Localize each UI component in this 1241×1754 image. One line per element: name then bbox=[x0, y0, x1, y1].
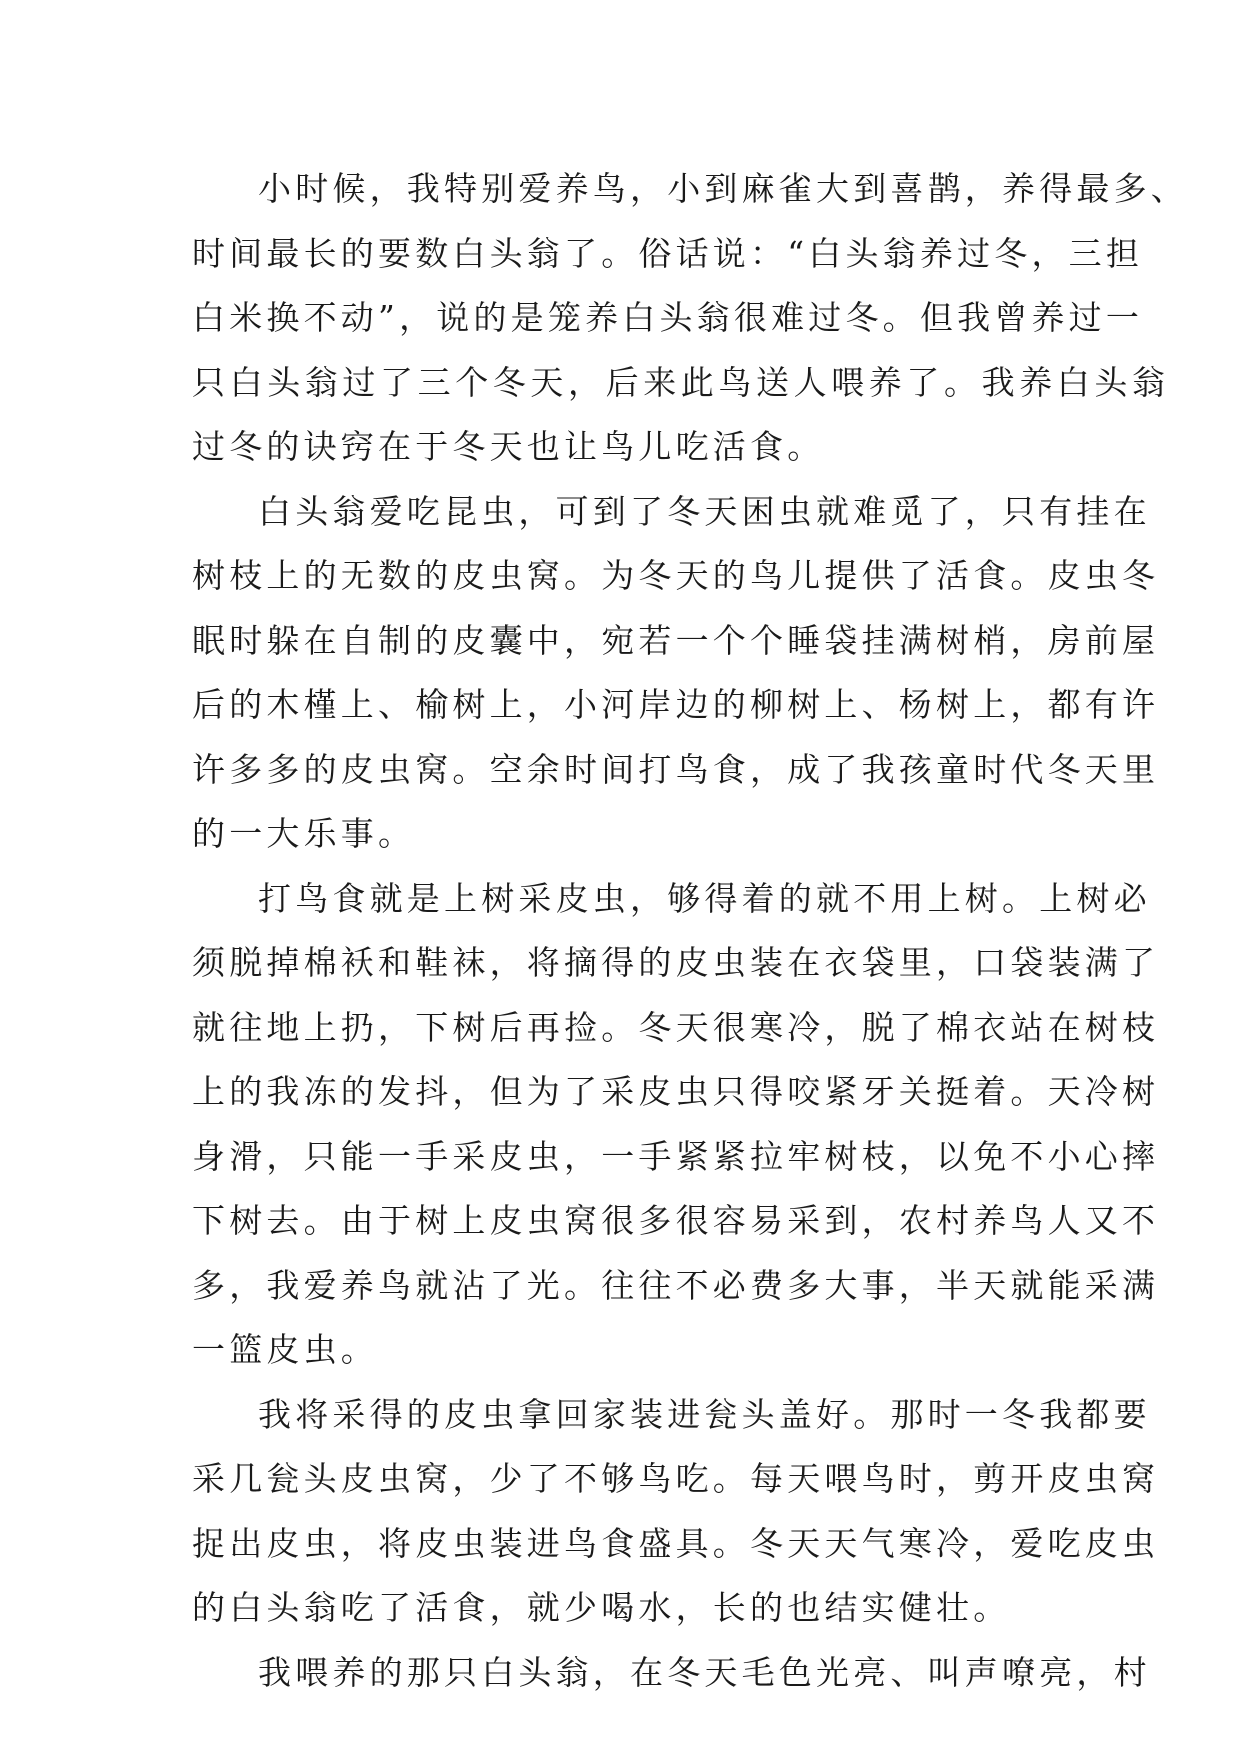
paragraph-3-line-2: 须脱掉棉袄和鞋袜，将摘得的皮虫装在衣袋里，口袋装满了 bbox=[192, 943, 1160, 982]
paragraph-3-line-4: 上的我冻的发抖，但为了采皮虫只得咬紧牙关挺着。天冷树 bbox=[192, 1072, 1160, 1111]
paragraph-4-line-3: 捉出皮虫，将皮虫装进鸟食盛具。冬天天气寒冷，爱吃皮虫 bbox=[192, 1523, 1160, 1563]
paragraph-3-line-5: 身滑，只能一手采皮虫，一手紧紧拉牢树枝，以免不小心摔 bbox=[192, 1136, 1160, 1176]
paragraph-3-line-7: 多，我爱养鸟就沾了光。往往不必费多大事，半天就能采满 bbox=[192, 1265, 1160, 1305]
paragraph-5-line-1: 我喂养的那只白头翁，在冬天毛色光亮、叫声嘹亮，村 bbox=[258, 1652, 1151, 1692]
paragraph-3-line-6: 下树去。由于树上皮虫窝很多很容易采到，农村养鸟人又不 bbox=[192, 1201, 1160, 1240]
paragraph-3-line-3: 就往地上扔，下树后再捡。冬天很寒冷，脱了棉衣站在树枝 bbox=[192, 1007, 1160, 1047]
paragraph-1-line-4: 只白头翁过了三个冬天，后来此鸟送人喂养了。我养白头翁 bbox=[192, 362, 1170, 402]
paragraph-2-line-5: 许多多的皮虫窝。空余时间打鸟食，成了我孩童时代冬天里 bbox=[192, 749, 1160, 789]
paragraph-1-line-1: 小时候，我特别爱养鸟，小到麻雀大到喜鹊，养得最多、 bbox=[258, 169, 1188, 208]
paragraph-2-line-3: 眠时躲在自制的皮囊中，宛若一个个睡袋挂满树梢，房前屋 bbox=[192, 620, 1160, 660]
paragraph-3-line-1: 打鸟食就是上树采皮虫，够得着的就不用上树。上树必 bbox=[258, 878, 1151, 918]
paragraph-1-line-3: 白米换不动”，说的是笼养白头翁很难过冬。但我曾养过一 bbox=[192, 298, 1144, 337]
paragraph-2-line-2: 树枝上的无数的皮虫窝。为冬天的鸟儿提供了活食。皮虫冬 bbox=[192, 556, 1160, 595]
article-body bbox=[192, 157, 1188, 1705]
paragraph-4-line-4: 的白头翁吃了活食，就少喝水，长的也结实健壮。 bbox=[192, 1588, 1011, 1627]
paragraph-2-line-6: 的一大乐事。 bbox=[192, 814, 416, 853]
paragraph-3-line-8: 一篮皮虫。 bbox=[192, 1330, 378, 1369]
paragraph-4-line-1: 我将采得的皮虫拿回家装进瓮头盖好。那时一冬我都要 bbox=[258, 1394, 1151, 1434]
paragraph-4-line-2: 采几瓮头皮虫窝，少了不够鸟吃。每天喂鸟时，剪开皮虫窝 bbox=[192, 1459, 1160, 1498]
paragraph-2-line-4: 后的木槿上、榆树上，小河岸边的柳树上、杨树上，都有许 bbox=[192, 685, 1160, 724]
paragraph-2-line-1: 白头翁爱吃昆虫，可到了冬天困虫就难觅了，只有挂在 bbox=[258, 491, 1151, 531]
paragraph-1-line-2: 时间最长的要数白头翁了。俗话说：“白头翁养过冬，三担 bbox=[192, 233, 1144, 273]
paragraph-1-line-5: 过冬的诀窍在于冬天也让鸟儿吃活食。 bbox=[192, 427, 825, 466]
